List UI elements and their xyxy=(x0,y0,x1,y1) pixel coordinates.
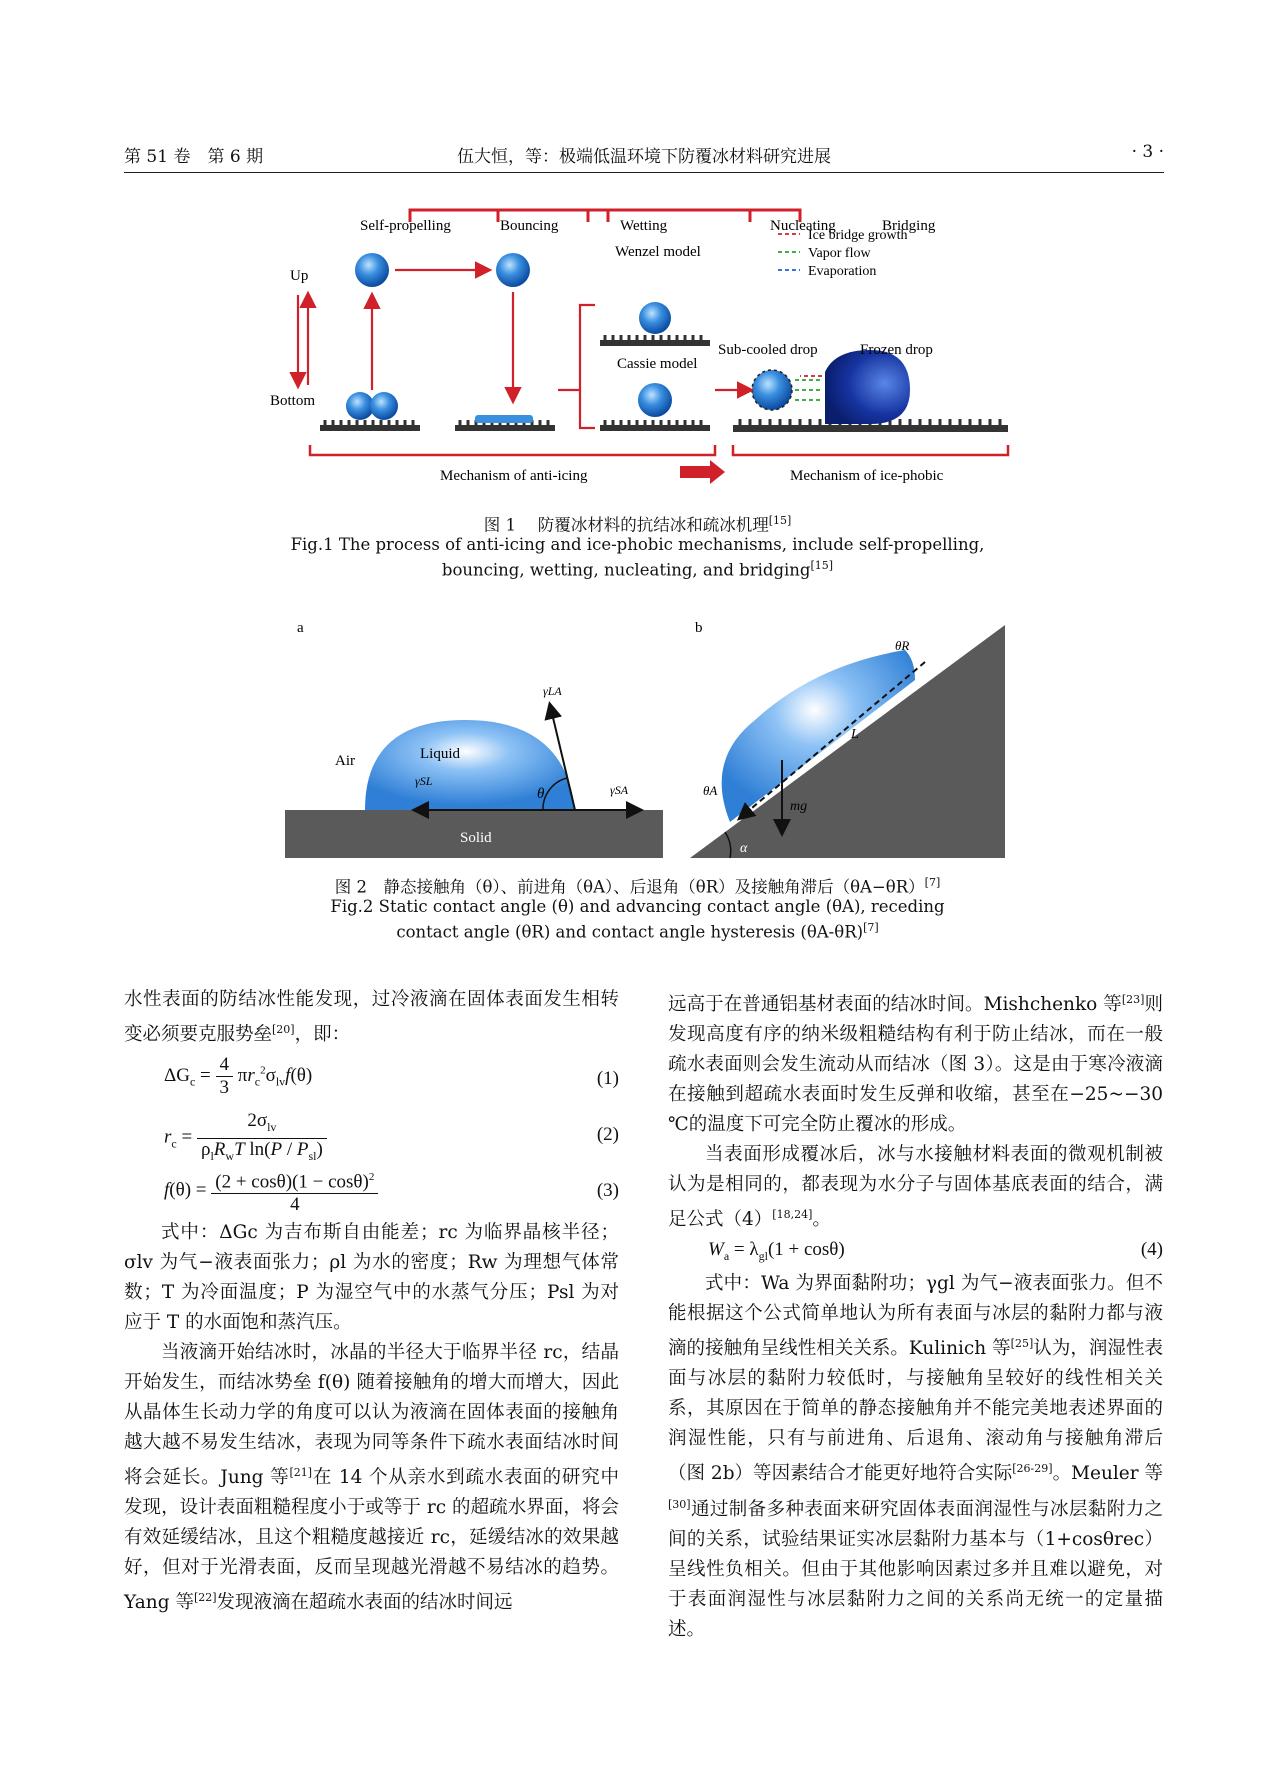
mechanism-arrow xyxy=(680,460,725,484)
right-column xyxy=(668,985,1163,1645)
label-mg: mg xyxy=(790,799,808,814)
left-paragraph-2: 式中：ΔGc 为吉布斯自由能差；rc 为临界晶核半径；σlv 为气−液表面张力；ρl 为水的密度；Rw 为理想气体常数；T 为冷面温度；P 为湿空气中的水蒸气分压；Psl 为对应于 T 的水面饱和蒸汽压。 xyxy=(124,1222,619,1334)
drop-frozen xyxy=(825,350,910,424)
equation-3: f(θ) = $\frac{(2 + \cos\theta)(1 - \cos\theta)^2}{4}$ (3) xyxy=(124,1162,619,1218)
left-paragraph-1: 水性表面的防结冰性能发现，过冷液滴在固体表面发生相转变必须要克服势垒[20]，即： xyxy=(124,989,619,1046)
fig2-caption-cn: 图 2 静态接触角（θ）、前进角（θA）、后退角（θR）及接触角滞后（θA−θR）[7] xyxy=(334,876,941,897)
legend-evaporation: Evaporation xyxy=(808,264,877,279)
label-theta: θ xyxy=(537,786,545,802)
label-mech-ice-phobic: Mechanism of ice-phobic xyxy=(790,468,944,484)
label-subcooled: Sub-cooled drop xyxy=(718,342,818,358)
left-column xyxy=(124,985,619,1618)
page-number: · 3 · xyxy=(1131,142,1164,162)
panel-b-label: b xyxy=(695,620,703,636)
label-gamma-la: γLA xyxy=(543,684,562,698)
drop-wetting-film xyxy=(475,415,533,423)
figure-1 xyxy=(270,200,1020,500)
stage-bouncing: Bouncing xyxy=(500,218,559,234)
drop-cassie xyxy=(638,383,672,417)
stage-self-propelling: Self-propelling xyxy=(360,218,451,234)
stage-bridging: Bridging xyxy=(882,218,936,234)
running-title: 伍大恒，等：极端低温环境下防覆冰材料研究进展 xyxy=(457,147,831,167)
process-arrows xyxy=(372,270,750,428)
left-paragraph-3: 当液滴开始结冰时，冰晶的半径大于临界半径 rc，结晶开始发生，而结冰势垒 f(θ) 随着接触角的增大而增大，因此从晶体生长动力学的角度可以认为液滴在固体表面的接触角越大越不易发生结冰，表现为同等条件下疏水表面结冰时间将会延长。Jung 等[21]在 14 个从亲水到疏水表面的研究中发现，设计表面粗糙程度小于或等于 rc 的超疏水界面，将会有效延缓结冰，且这个粗糙度越接近 rc，延缓结冰的效果越好，但对于光滑表面，反而呈现越光滑越不易结冰的趋势。Yang 等[22]发现液滴在超疏水表面的结冰时间远 xyxy=(124,1342,619,1614)
label-up: Up xyxy=(290,268,309,284)
label-theta-a: θA xyxy=(703,783,718,798)
label-bottom: Bottom xyxy=(270,393,316,409)
drop-subcooled xyxy=(752,370,792,410)
label-theta-r: θR xyxy=(895,638,910,653)
stage-brackets xyxy=(410,210,800,222)
equation-4: $W_a = \lambda_{gl}(1 + \cos\theta)$ (4) xyxy=(708,1239,1163,1264)
right-paragraph-3: 式中：Wa 为界面黏附功；γgl 为气−液表面张力。但不能根据这个公式简单地认为所有表面与冰层的黏附力都与液滴的接触角呈线性相关关系。Kulinich 等[25]认为，润湿性表面与冰层的黏附力较低时，与接触角呈较好的线性相关关系，其原因在于简单的静态接触角并不能完美地表述界面的润湿性能，只有与前进角、后退角、滚动角与接触角滞后（图 2b）等因素结合才能更好地符合实际[26-29]。Meuler 等[30]通过制备多种表面来研究固体表面润湿性与冰层黏附力之间的关系，试验结果证实冰层黏附力基本与（1+cosθrec）呈线性负相关。但由于其他影响因素过多并且难以避免，对于表面润湿性与冰层黏附力之间的关系尚无统一的定量描述。 xyxy=(668,1273,1163,1640)
label-gamma-sa: γSA xyxy=(610,783,629,797)
flow-arrows xyxy=(795,376,822,400)
equation-2: $r_c$ = $\frac{2\sigma_{lv}}{\rho_lR_wT \ln(P / P_{sl})}$ (2) xyxy=(164,1110,619,1163)
equation-1: $\Delta G_c$ = $\frac{4}{3}$ $\pi r_c^2\sigma_{lv}f(\theta)$ (1) xyxy=(164,1054,619,1099)
figure-2 xyxy=(285,620,1005,860)
label-liquid: Liquid xyxy=(420,746,460,762)
label-solid: Solid xyxy=(460,830,492,846)
right-paragraph-2: 当表面形成覆冰后，冰与水接触材料表面的微观机制被认为是相同的，都表现为水分子与固体基底表面的结合，满足公式（4）[18,24]。 xyxy=(668,1144,1163,1231)
fig2-caption-en: Fig.2 Static contact angle (θ) and advancing contact angle (θA), receding contact angle (θR) and contact angle hysteresis (θA-θR)[7] xyxy=(330,897,945,942)
drop-wenzel xyxy=(639,302,671,334)
legend-vapor-flow: Vapor flow xyxy=(808,246,871,261)
drop-coalescing-2 xyxy=(370,392,398,420)
label-mech-anti-icing: Mechanism of anti-icing xyxy=(440,468,588,484)
right-paragraph-1: 远高于在普通铝基材表面的结冰时间。Mishchenko 等[23]则发现高度有序的纳米级粗糙结构有利于防止结冰，而在一般疏水表面则会发生流动从而结冰（图 3）。这是由于寒冷液滴在接触到超疏水表面时发生反弹和收缩，甚至在−25~−30 ℃的温度下可完全防止覆冰的形成。 xyxy=(668,993,1163,1136)
label-cassie: Cassie model xyxy=(617,356,698,372)
panel-a-label: a xyxy=(297,620,304,636)
label-gamma-sl: γSL xyxy=(415,774,433,788)
label-wenzel: Wenzel model xyxy=(615,244,701,260)
label-alpha: α xyxy=(740,841,748,856)
label-l: L xyxy=(851,727,859,742)
drop-bouncing xyxy=(496,253,530,287)
legend-ice-bridge: Ice bridge growth xyxy=(808,228,908,243)
drop-self-propelling xyxy=(355,253,389,287)
stage-nucleating: Nucleating xyxy=(770,218,836,234)
up-down-arrows xyxy=(298,295,308,385)
fig1-caption-cn: 图 1 防覆冰材料的抗结冰和疏冰机理[15] xyxy=(483,514,792,535)
stage-wetting: Wetting xyxy=(620,218,668,234)
label-air: Air xyxy=(335,753,355,769)
label-frozen: Frozen drop xyxy=(860,342,933,358)
fig1-caption-en: Fig.1 The process of anti-icing and ice-phobic mechanisms, include self-propelling, bouncing, wetting, nucleating, and bridging[15] xyxy=(290,535,985,580)
drop-coalescing-1 xyxy=(346,392,374,420)
legend xyxy=(778,228,908,279)
mechanism-brackets xyxy=(310,445,1008,455)
running-header xyxy=(124,138,1164,173)
journal-volume: 第 51 卷 第 6 期 xyxy=(124,147,264,167)
